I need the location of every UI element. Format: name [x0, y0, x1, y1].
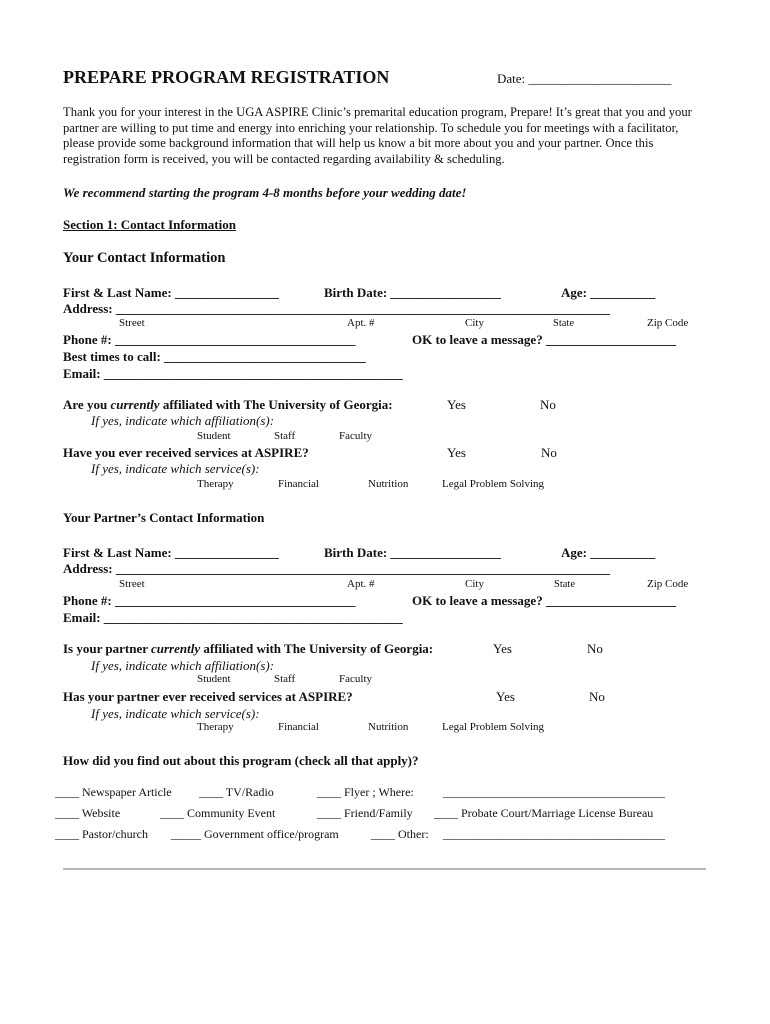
your-ok-message-field[interactable]: OK to leave a message? ____________________ — [412, 332, 676, 347]
government-office-option[interactable]: _____ Government office/program — [171, 827, 339, 841]
date-field[interactable]: Date: ______________________ — [497, 71, 672, 86]
partner-contact-heading: Your Partner’s Contact Information — [63, 510, 265, 525]
your-therapy-option[interactable]: Therapy — [197, 478, 234, 490]
newspaper-option[interactable]: ____ Newspaper Article — [55, 785, 172, 799]
partner-legal-option[interactable]: Legal Problem Solving — [442, 721, 545, 733]
partner-services-hint: If yes, indicate which service(s): — [91, 706, 260, 721]
intro-paragraph: Thank you for your interest in the UGA ASPIRE Clinic’s premarital education program, Prepare! It’s great that you and your partner are willing to put time and energy into enriching your relationship. To schedule you for meetings with a facilitator, please provide some background information that will help us know a bit more about you and your partner. Once this registration form is received, you will be contacted regarding availability & scheduling. — [63, 105, 692, 166]
partner-student-option[interactable]: Student — [197, 673, 231, 685]
partner-affiliation-hint: If yes, indicate which affiliation(s): — [91, 658, 275, 673]
your-birth-date-field[interactable]: Birth Date: _________________ — [324, 285, 501, 300]
section-1-heading: Section 1: Contact Information — [63, 217, 236, 232]
partner-nutrition-option[interactable]: Nutrition — [368, 721, 409, 733]
flyer-where-field[interactable]: _____________________________________ — [443, 785, 665, 799]
tv-radio-option[interactable]: ____ TV/Radio — [199, 785, 274, 799]
partner-staff-option[interactable]: Staff — [274, 673, 296, 685]
partner-faculty-option[interactable]: Faculty — [339, 673, 372, 685]
partner-affiliation-question: Is your partner currently affiliated with The University of Georgia: — [63, 641, 434, 656]
partner-age-field[interactable]: Age: __________ — [561, 545, 656, 560]
recommendation-note: We recommend starting the program 4-8 months before your wedding date! — [63, 185, 467, 200]
partner-email-field[interactable]: Email: ______________________________________________ — [63, 610, 403, 625]
partner-name-field[interactable]: First & Last Name: ________________ — [63, 545, 279, 560]
your-legal-option[interactable]: Legal Problem Solving — [442, 478, 545, 490]
other-field[interactable]: _____________________________________ — [443, 827, 665, 841]
your-affiliation-yes[interactable]: Yes — [447, 397, 466, 412]
your-student-option[interactable]: Student — [197, 430, 231, 442]
partner-zip-label: Zip Code — [647, 578, 689, 590]
partner-city-label: City — [465, 578, 484, 590]
partner-street-label: Street — [119, 578, 145, 590]
your-financial-option[interactable]: Financial — [278, 478, 319, 490]
partner-birth-date-field[interactable]: Birth Date: _________________ — [324, 545, 501, 560]
partner-affiliation-no[interactable]: No — [587, 641, 603, 656]
website-option[interactable]: ____ Website — [55, 806, 121, 820]
partner-services-no[interactable]: No — [589, 689, 605, 704]
partner-address-field[interactable]: Address: ____________________________________________________________________________ — [63, 561, 610, 576]
your-services-hint: If yes, indicate which service(s): — [91, 461, 260, 476]
your-faculty-option[interactable]: Faculty — [339, 430, 372, 442]
bottom-divider — [63, 868, 706, 870]
page-title: PREPARE PROGRAM REGISTRATION — [63, 67, 390, 87]
partner-therapy-option[interactable]: Therapy — [197, 721, 234, 733]
city-label: City — [465, 317, 484, 329]
your-address-field[interactable]: Address: ____________________________________________________________________________ — [63, 301, 610, 316]
partner-financial-option[interactable]: Financial — [278, 721, 319, 733]
your-services-no[interactable]: No — [541, 445, 557, 460]
probate-court-option[interactable]: ____ Probate Court/Marriage License Bureau — [434, 806, 654, 820]
street-label: Street — [119, 317, 145, 329]
your-staff-option[interactable]: Staff — [274, 430, 296, 442]
your-affiliation-question: Are you currently affiliated with The University of Georgia: — [63, 397, 393, 412]
friend-family-option[interactable]: ____ Friend/Family — [317, 806, 413, 820]
your-phone-field[interactable]: Phone #: _____________________________________ — [63, 332, 356, 347]
partner-services-question: Has your partner ever received services at ASPIRE? — [63, 689, 353, 704]
your-affiliation-hint: If yes, indicate which affiliation(s): — [91, 413, 275, 428]
your-contact-heading: Your Contact Information — [63, 250, 226, 266]
your-services-question: Have you ever received services at ASPIRE? — [63, 445, 309, 460]
your-affiliation-no[interactable]: No — [540, 397, 556, 412]
community-event-option[interactable]: ____ Community Event — [160, 806, 276, 820]
partner-phone-field[interactable]: Phone #: _____________________________________ — [63, 593, 356, 608]
referral-question: How did you find out about this program (check all that apply)? — [63, 753, 419, 768]
your-best-times-field[interactable]: Best times to call: _______________________________ — [63, 349, 366, 364]
your-age-field[interactable]: Age: __________ — [561, 285, 656, 300]
your-email-field[interactable]: Email: ______________________________________________ — [63, 366, 403, 381]
your-name-field[interactable]: First & Last Name: ________________ — [63, 285, 279, 300]
state-label: State — [553, 318, 574, 329]
zip-label: Zip Code — [647, 317, 689, 329]
your-services-yes[interactable]: Yes — [447, 445, 466, 460]
your-nutrition-option[interactable]: Nutrition — [368, 478, 409, 490]
pastor-church-option[interactable]: ____ Pastor/church — [55, 827, 148, 841]
flyer-option[interactable]: ____ Flyer ; Where: — [317, 785, 414, 799]
partner-apt-label: Apt. # — [347, 578, 375, 590]
partner-affiliation-yes[interactable]: Yes — [493, 641, 512, 656]
apt-label: Apt. # — [347, 317, 375, 329]
partner-state-label: State — [554, 579, 575, 590]
partner-ok-message-field[interactable]: OK to leave a message? ____________________ — [412, 593, 676, 608]
partner-services-yes[interactable]: Yes — [496, 689, 515, 704]
other-option[interactable]: ____ Other: — [371, 827, 429, 841]
